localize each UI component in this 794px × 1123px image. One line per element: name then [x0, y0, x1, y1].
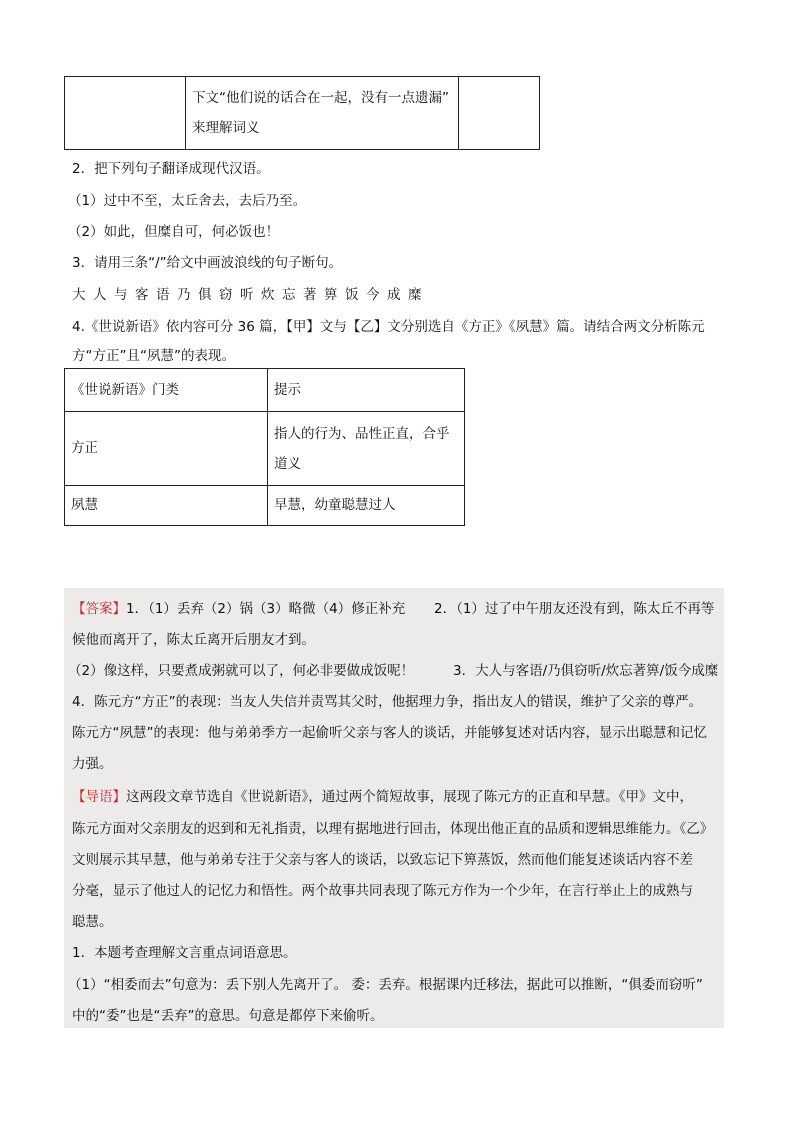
- answer-line-4: 4．陈元方“方正”的表现：当友人失信并责骂其父时，他据理力争，指出友人的错误，维护了父亲的尊严。: [72, 694, 703, 710]
- answer-line-5: 陈元方“夙慧”的表现：他与弟弟季方一起偷听父亲与客人的谈话，并能够复述对话内容，显示出聪慧和记忆: [72, 725, 707, 741]
- table-cell: [459, 77, 540, 150]
- explanation-line-2: （1）“相委而去”句意为：丢下别人先离开了。 委：丢弃。根据课内迁移法，据此可以推断，“俱委而窃听”: [68, 977, 703, 993]
- answer-text: 1．（1）丢弃（2）锅（3）略微（4）修正补充: [126, 601, 406, 617]
- table-cell: 夙慧: [65, 486, 268, 526]
- question-4-line1: 4.《世说新语》依内容可分 36 篇，【甲】文与【乙】文分别选自《方正》《夙慧》篇。请结合两文分析陈元: [72, 319, 705, 335]
- table-cell: 方正: [65, 412, 268, 486]
- sentence-character: 乃: [177, 287, 191, 303]
- sentence-character: 窃: [219, 287, 233, 303]
- table-cell: [186, 77, 459, 150]
- question-2-2: （2）如此，但糜自可，何必饭也！: [68, 224, 280, 240]
- question-4-line2: 方“方正”且“夙慧”的表现。: [72, 348, 235, 364]
- sentence-character: 糜: [408, 287, 422, 303]
- guide-line-4: 分毫，显示了他过人的记忆力和悟性。两个故事共同表现了陈元方作为一个少年，在言行举止上的成熟与: [72, 883, 693, 899]
- question-3-characters: [72, 283, 429, 303]
- sentence-character: 成: [387, 287, 401, 303]
- answer-line-1: [72, 597, 405, 617]
- guide-line-2: 陈元方面对父亲朋友的迟到和无礼指责，以理有据地进行回击，体现出他正直的品质和逻辑思维能力。《乙》: [72, 821, 714, 837]
- cell-text-line: 来理解词义: [192, 120, 260, 136]
- guide-line-3: 文则展示其早慧，他与弟弟专注于父亲与客人的谈话，以致忘记下箅蒸饭，然而他们能复述谈话内容不差: [72, 852, 693, 868]
- table-cell: 早慧，幼童聪慧过人: [268, 486, 465, 526]
- sentence-character: 饭: [345, 287, 359, 303]
- answer-line-6: 力强。: [72, 756, 113, 772]
- answer-line-3: （2）像这样，只要煮成粥就可以了，何必非要做成饭呢！: [68, 663, 415, 679]
- table-cell: [65, 77, 186, 150]
- guide-label: 【导语】: [72, 789, 126, 805]
- sentence-character: 与: [114, 287, 128, 303]
- cell-text-line: 下文“他们说的话合在一起，没有一点遗漏”: [192, 90, 449, 106]
- question-3: 3．请用三条“/”给文中画波浪线的句子断句。: [72, 255, 343, 271]
- table-cell: [268, 412, 465, 486]
- sentence-character: 人: [93, 287, 107, 303]
- table-row: [65, 486, 465, 526]
- sentence-character: 语: [156, 287, 170, 303]
- question-2: 2．把下列句子翻译成现代汉语。: [72, 161, 270, 177]
- answer-line-3b: 3．大人与客语/乃俱窃听/炊忘著箅/饭今成糜: [453, 663, 719, 679]
- table-row: [65, 412, 465, 486]
- guide-text: 这两段文章节选自《世说新语》，通过两个简短故事，展现了陈元方的正直和早慧。《甲》文中，: [126, 789, 693, 805]
- cell-text-line: 指人的行为、品性正直，合乎: [274, 425, 450, 442]
- table-row: [65, 369, 465, 412]
- table-row: [65, 77, 540, 150]
- sentence-character: 大: [72, 287, 86, 303]
- answer-line-2: 候他而离开了，陈太丘离开后朋友才到。: [72, 632, 315, 648]
- question-2-1: （1）过中不至，太丘舍去，去后乃至。: [68, 193, 307, 209]
- category-table: [64, 368, 465, 526]
- explanation-line-3: 中的“委”也是“丢弃”的意思。句意是都停下来偷听。: [72, 1008, 384, 1024]
- table-header: 《世说新语》门类: [65, 369, 268, 412]
- sentence-character: 著: [303, 287, 317, 303]
- answer-label: 【答案】: [72, 601, 126, 617]
- sentence-character: 忘: [282, 287, 296, 303]
- sentence-character: 听: [240, 287, 254, 303]
- explanation-line-1: 1．本题考查理解文言重点词语意思。: [72, 945, 297, 961]
- sentence-character: 箅: [324, 287, 338, 303]
- guide-line-5: 聪慧。: [72, 914, 113, 930]
- top-table: [64, 76, 540, 150]
- cell-text-line: 道义: [274, 455, 301, 472]
- sentence-character: 客: [135, 287, 149, 303]
- answer-line-1b: 2．（1）过了中午朋友还没有到，陈太丘不再等: [434, 601, 715, 617]
- table-header: 提示: [268, 369, 465, 412]
- sentence-character: 炊: [261, 287, 275, 303]
- answer-section: [64, 588, 724, 1028]
- sentence-character: 今: [366, 287, 380, 303]
- guide-line-1: [72, 785, 693, 805]
- sentence-character: 俱: [198, 287, 212, 303]
